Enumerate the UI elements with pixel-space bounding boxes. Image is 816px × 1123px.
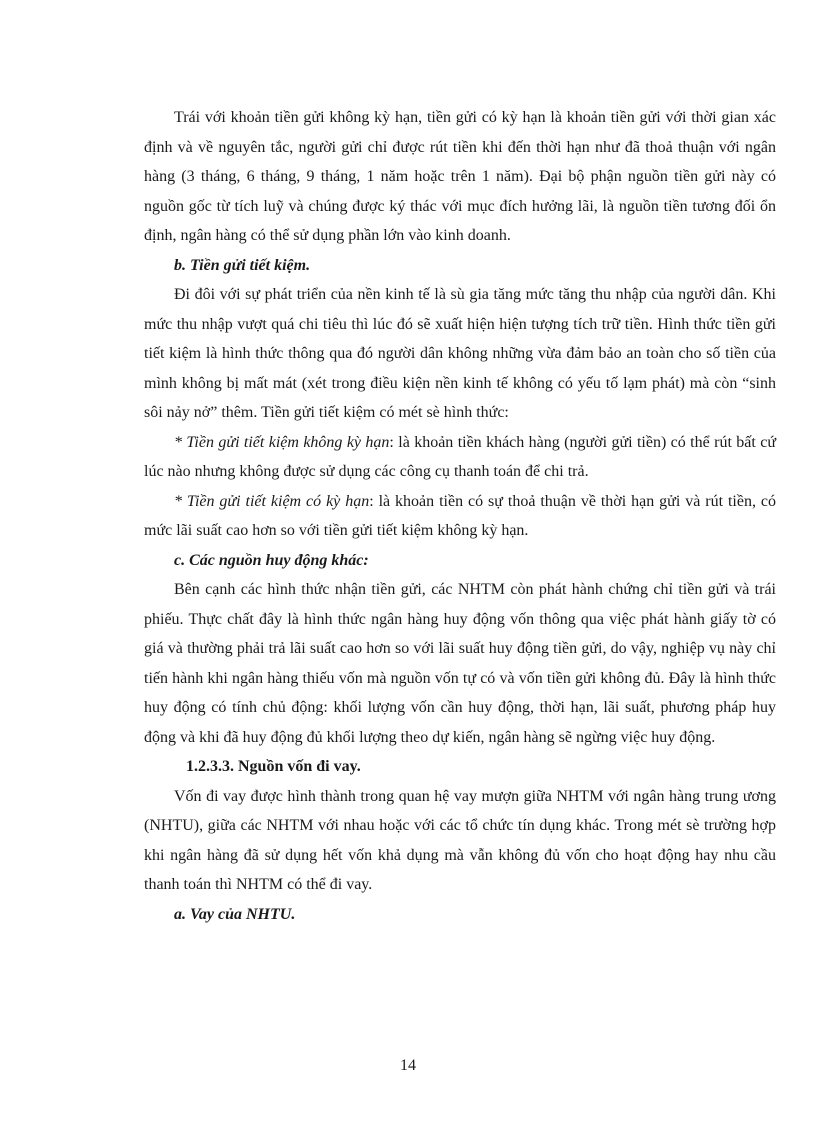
paragraph-other-sources: Bên cạnh các hình thức nhận tiền gửi, các NHTM còn phát hành chứng chỉ tiền gửi và trái phiếu. Thực chất đây là hình thức ngân hàng huy động vốn thông qua việc phát hành giấy tờ có giá và thường phải trả lãi suất cao hơn so với lãi suất huy động tiền gửi, do vậy, nghiệp vụ này chỉ tiến hành khi ngân hàng thiếu vốn mà nguồn vốn tự có và vốn tiền gửi không đủ. Đây là hình thức huy động có tính chủ động: khối lượng vốn cần huy động, thời hạn, lãi suất, phương pháp huy động và khi đã huy động đủ khối lượng theo dự kiến, ngân hàng sẽ ngừng việc huy động. [144,581,776,746]
heading-savings-deposits: b. Tiền gửi tiết kiệm. [174,256,311,274]
heading-borrowed-capital: 1.2.3.3. Nguồn vốn đi vay. [186,758,361,775]
page-number: 14 [400,1057,416,1074]
term-term-savings: * Tiền gửi tiết kiệm có kỳ hạn [174,492,370,510]
paragraph-term-savings [144,487,776,546]
definition-demand-savings: : là khoản tiền khách hàng (người gửi tiền) có thể rút bất cứ lúc nào nhưng không được sử dụng các công cụ thanh toán để chi trả. [144,433,776,480]
paragraph-savings-intro: Đi đôi với sự phát triển của nền kinh tế là sù gia tăng mức tăng thu nhập của người dân. Khi mức thu nhập vượt quá chi tiêu thì lúc đó sẽ xuất hiện hiện tượng tích trữ tiền. Hình thức tiền gửi tiết kiệm là hình thức thông qua đó người dân không những vừa đảm bảo an toàn cho số tiền của mình không bị mất mát (xét trong điều kiện nền kinh tế không có yếu tố lạm phát) mà còn “sinh sôi nảy nở” thêm. Tiền gửi tiết kiệm có mét sè hình thức: [144,286,776,421]
paragraph-demand-savings [144,428,776,487]
definition-term-savings: : là khoản tiền có sự thoả thuận về thời hạn gửi và rút tiền, có mức lãi suất cao hơn so với tiền gửi tiết kiệm không kỳ hạn. [144,492,776,539]
term-demand-savings: * Tiền gửi tiết kiệm không kỳ hạn [174,433,390,451]
paragraph-term-deposits: Trái với khoản tiền gửi không kỳ hạn, tiền gửi có kỳ hạn là khoản tiền gửi với thời gian xác định và về nguyên tắc, người gửi chỉ được rút tiền khi đến thời hạn như đã thoả thuận với ngân hàng (3 tháng, 6 tháng, 9 tháng, 1 năm hoặc trên 1 năm). Đại bộ phận nguồn tiền gửi này có nguồn gốc từ tích luỹ và chúng được ký thác với mục đích hưởng lãi, là nguồn tiền tương đối ổn định, ngân hàng có thể sử dụng phần lớn vào kinh doanh. [144,109,776,244]
paragraph-borrowed-capital: Vốn đi vay được hình thành trong quan hệ vay mượn giữa NHTM với ngân hàng trung ương (NHTU), giữa các NHTM với nhau hoặc với các tổ chức tín dụng khác. Trong mét sè trường hợp khi ngân hàng đã sử dụng hết vốn khả dụng mà vẫn không đủ vốn cho hoạt động hay nhu cầu thanh toán thì NHTM có thể đi vay. [144,787,776,893]
document-body [144,103,776,929]
heading-central-bank-loans: a. Vay của NHTU. [174,905,296,923]
heading-other-sources: c. Các nguồn huy động khác: [174,551,369,569]
